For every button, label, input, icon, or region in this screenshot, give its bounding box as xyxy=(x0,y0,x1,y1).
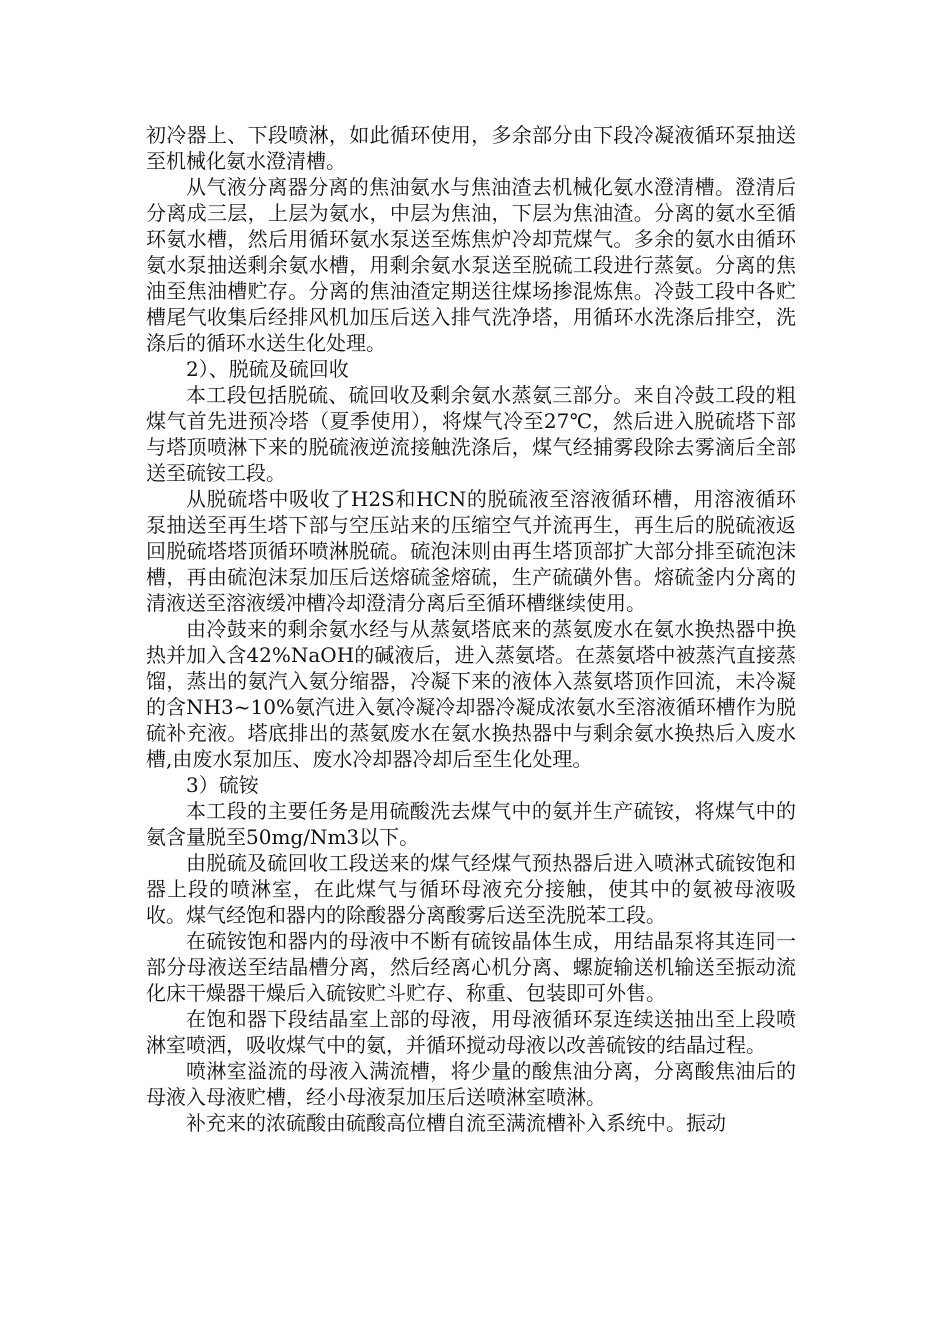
paragraph-ammonia-distillation: 由冷鼓来的剩余氨水经与从蒸氨塔底来的蒸氨废水在氨水换热器中换热并加入含42%NaOH的碱液后，进入蒸氨塔。在蒸氨塔中被蒸汽直接蒸馏，蒸出的氨汽入氨分缩器，冷凝下来的液体入蒸氨塔顶作回流，未冷凝的含NH3~10%氨汽进入氨冷凝冷却器冷凝成浓氨水至溶液循环槽作为脱硫补充液。塔底排出的蒸氨废水在氨水换热器中与剩余氨水换热后入废水槽,由废水泵加压、废水冷却器冷却后至生化处理。 xyxy=(146,617,796,771)
document-page xyxy=(146,122,796,1136)
section-heading-ammonium-sulfate: 3）硫铵 xyxy=(186,773,259,797)
paragraph-desulfurization-regeneration: 从脱硫塔中吸收了H2S和HCN的脱硫液至溶液循环槽，用溶液循环泵抽送至再生塔下部与空压站来的压缩空气并流再生，再生后的脱硫液返回脱硫塔塔顶循环喷淋脱硫。硫泡沫则由再生塔顶部扩大部分排至硫泡沫槽，再由硫泡沫泵加压后送熔硫釜熔硫，生产硫磺外售。熔硫釜内分离的清液送至溶液缓冲槽冷却澄清分离后至循环槽继续使用。 xyxy=(146,487,796,615)
paragraph-sulfuric-acid-supply: 补充来的浓硫酸由硫酸高位槽自流至满流槽补入系统中。振动 xyxy=(186,1111,726,1135)
paragraph-overflow-tank: 喷淋室溢流的母液入满流槽，将少量的酸焦油分离，分离酸焦油后的母液入母液贮槽，经小母液泵加压后送喷淋室喷淋。 xyxy=(146,1059,796,1109)
paragraph-cooler-spray: 初冷器上、下段喷淋，如此循环使用，多余部分由下段冷凝液循环泵抽送至机械化氨水澄清槽。 xyxy=(146,123,796,173)
paragraph-tar-separation: 从气液分离器分离的焦油氨水与焦油渣去机械化氨水澄清槽。澄清后分离成三层，上层为氨水，中层为焦油，下层为焦油渣。分离的氨水至循环氨水槽，然后用循环氨水泵送至炼焦炉冷却荒煤气。多余的氨水由循环氨水泵抽送剩余氨水槽，用剩余氨水泵送至脱硫工段进行蒸氨。分离的焦油至焦油槽贮存。分离的焦油渣定期送往煤场掺混炼焦。冷鼓工段中各贮槽尾气收集后经排风机加压后送入排气洗净塔，用循环水洗涤后排空，洗涤后的循环水送生化处理。 xyxy=(146,175,796,355)
section-heading-desulfurization: 2）、脱硫及硫回收 xyxy=(186,357,349,381)
paragraph-mother-liquor-circulation: 在饱和器下段结晶室上部的母液，用母液循环泵连续送抽出至上段喷淋室喷洒，吸收煤气中的氨，并循环搅动母液以改善硫铵的结晶过程。 xyxy=(146,1007,796,1057)
paragraph-crystallization: 在硫铵饱和器内的母液中不断有硫铵晶体生成，用结晶泵将其连同一部分母液送至结晶槽分离，然后经离心机分离、螺旋输送机输送至振动流化床干燥器干燥后入硫铵贮斗贮存、称重、包装即可外售。 xyxy=(146,929,796,1005)
paragraph-saturator-spray: 由脱硫及硫回收工段送来的煤气经煤气预热器后进入喷淋式硫铵饱和器上段的喷淋室，在此煤气与循环母液充分接触，使其中的氨被母液吸收。煤气经饱和器内的除酸器分离酸雾后送至洗脱苯工段。 xyxy=(146,851,796,927)
paragraph-ammonium-sulfate-task: 本工段的主要任务是用硫酸洗去煤气中的氨并生产硫铵，将煤气中的氨含量脱至50mg/Nm3以下。 xyxy=(146,799,796,849)
paragraph-desulfurization-overview: 本工段包括脱硫、硫回收及剩余氨水蒸氨三部分。来自冷鼓工段的粗煤气首先进预冷塔（夏季使用），将煤气冷至27℃，然后进入脱硫塔下部与塔顶喷淋下来的脱硫液逆流接触洗涤后，煤气经捕雾段除去雾滴后全部送至硫铵工段。 xyxy=(146,383,796,485)
